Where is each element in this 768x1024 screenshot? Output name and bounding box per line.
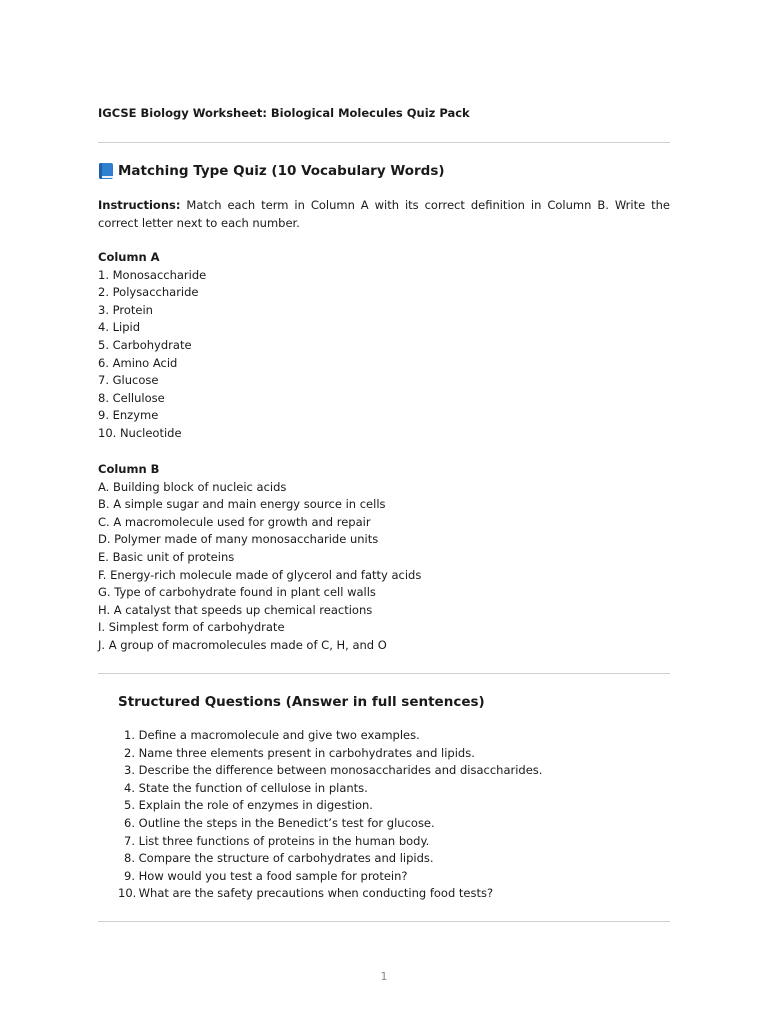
column-b-title: Column B xyxy=(98,462,160,476)
matching-quiz-heading xyxy=(98,162,445,180)
structured-questions-heading: Structured Questions (Answer in full sentences) xyxy=(118,694,485,710)
list-item xyxy=(118,885,542,903)
list-item xyxy=(118,727,542,745)
list-item: B. A simple sugar and main energy source in cells xyxy=(98,497,386,512)
instructions xyxy=(98,196,670,232)
question-number: 7. xyxy=(124,833,135,848)
question-text: What are the safety precautions when conducting food tests? xyxy=(138,886,494,901)
question-text: Compare the structure of carbohydrates and lipids. xyxy=(138,851,434,866)
list-item xyxy=(118,833,542,851)
divider xyxy=(98,673,670,674)
question-number: 6. xyxy=(124,815,135,830)
question-text: List three functions of proteins in the human body. xyxy=(138,833,430,848)
question-text: Name three elements present in carbohydrates and lipids. xyxy=(138,745,475,760)
question-number: 8. xyxy=(124,851,135,866)
list-item: J. A group of macromolecules made of C, H, and O xyxy=(98,637,387,652)
column-b xyxy=(98,461,421,655)
list-item xyxy=(118,797,542,815)
page-number: 1 xyxy=(380,970,388,983)
matching-quiz-heading-text: Matching Type Quiz (10 Vocabulary Words) xyxy=(118,163,445,179)
list-item: 8. Cellulose xyxy=(98,390,165,405)
list-item xyxy=(118,868,542,886)
question-number: 9. xyxy=(124,868,135,883)
list-item xyxy=(118,815,542,833)
question-text: Define a macromolecule and give two examples. xyxy=(138,728,420,742)
question-number: 1. xyxy=(124,728,135,742)
question-number: 10. xyxy=(118,886,137,901)
list-item: G. Type of carbohydrate found in plant cell walls xyxy=(98,585,376,600)
list-item xyxy=(118,762,542,780)
list-item: C. A macromolecule used for growth and repair xyxy=(98,514,371,529)
divider xyxy=(98,142,670,143)
question-text: Explain the role of enzymes in digestion. xyxy=(138,798,373,813)
list-item: 9. Enzyme xyxy=(98,408,159,423)
list-item xyxy=(118,850,542,868)
column-a-title: Column A xyxy=(98,250,160,264)
list-item: D. Polymer made of many monosaccharide units xyxy=(98,532,379,547)
list-item: E. Basic unit of proteins xyxy=(98,549,235,564)
instructions-label: Instructions: xyxy=(98,198,181,212)
question-number: 2. xyxy=(124,745,135,760)
blue-book-icon xyxy=(98,162,114,180)
document-title: IGCSE Biology Worksheet: Biological Molecules Quiz Pack xyxy=(98,106,470,120)
structured-questions-list xyxy=(118,727,542,903)
list-item: 6. Amino Acid xyxy=(98,355,178,370)
list-item: A. Building block of nucleic acids xyxy=(98,479,287,494)
list-item: H. A catalyst that speeds up chemical reactions xyxy=(98,602,373,617)
list-item: I. Simplest form of carbohydrate xyxy=(98,620,285,635)
column-b-list xyxy=(98,479,421,655)
divider xyxy=(98,921,670,922)
list-item: 1. Monosaccharide xyxy=(98,267,207,282)
question-text: How would you test a food sample for protein? xyxy=(138,868,408,883)
list-item: 5. Carbohydrate xyxy=(98,337,192,352)
question-number: 5. xyxy=(124,798,135,813)
list-item: 3. Protein xyxy=(98,302,153,317)
column-a-list xyxy=(98,267,206,443)
list-item: 10. Nucleotide xyxy=(98,425,182,440)
list-item: 4. Lipid xyxy=(98,320,141,335)
list-item: 2. Polysaccharide xyxy=(98,285,199,300)
instructions-text: Match each term in Column A with its correct definition in Column B. Write the correct letter next to each number. xyxy=(98,198,670,230)
question-text: Outline the steps in the Benedict’s test for glucose. xyxy=(138,815,435,830)
question-number: 4. xyxy=(124,780,135,795)
list-item: 7. Glucose xyxy=(98,373,159,388)
question-text: Describe the difference between monosaccharides and disaccharides. xyxy=(138,763,543,778)
list-item: F. Energy-rich molecule made of glycerol and fatty acids xyxy=(98,567,422,582)
question-number: 3. xyxy=(124,763,135,778)
list-item xyxy=(118,745,542,763)
list-item xyxy=(118,780,542,798)
column-a xyxy=(98,249,206,443)
question-text: State the function of cellulose in plants. xyxy=(138,780,368,795)
